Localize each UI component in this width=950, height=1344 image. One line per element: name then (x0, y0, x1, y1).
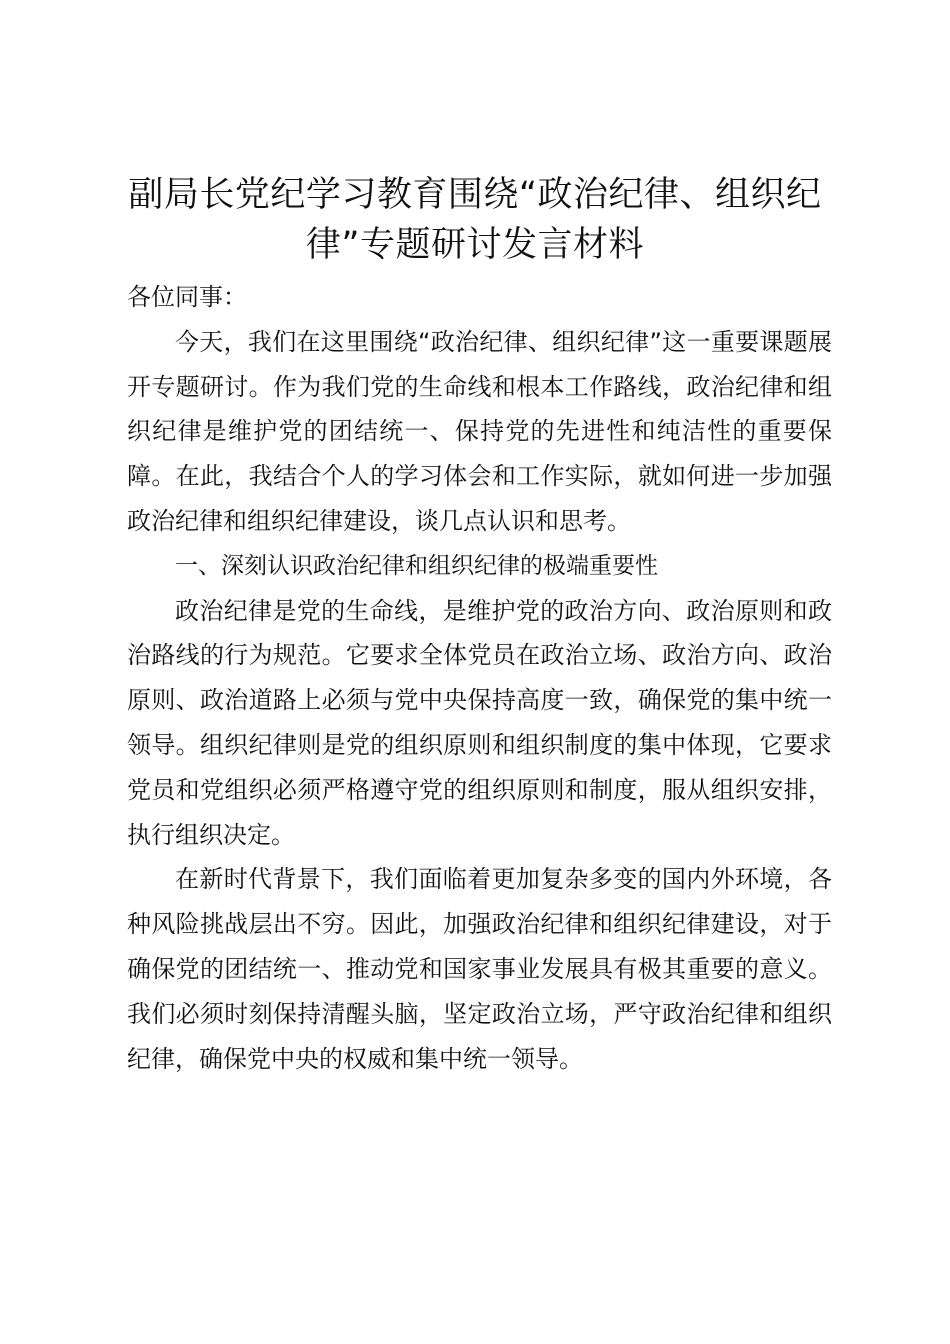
section-heading: 一、深刻认识政治纪律和组织纪律的极端重要性 (175, 552, 658, 579)
section-paragraph-1: 政治纪律是党的生命线，是维护党的政治方向、政治原则和政治路线的行为规范。它要求全体党员在政治立场、政治方向、政治原则、政治道路上必须与党中央保持高度一致，确保党的集中统一领导。组织纪律则是党的组织原则和组织制度的集中体现，它要求党员和党组织必须严格遵守党的组织原则和制度，服从组织安排，执行组织决定。 (127, 596, 832, 849)
section-paragraph-2: 在新时代背景下，我们面临着更加复杂多变的国内外环境，各种风险挑战层出不穷。因此，加强政治纪律和组织纪律建设，对于确保党的团结统一、推动党和国家事业发展具有极其重要的意义。我们必须时刻保持清醒头脑，坚定政治立场，严守政治纪律和组织纪律，确保党中央的权威和集中统一领导。 (127, 865, 832, 1073)
salutation: 各位同事： (127, 283, 247, 311)
intro-paragraph: 今天，我们在这里围绕“政治纪律、组织纪律”这一重要课题展开专题研讨。作为我们党的生命线和根本工作路线，政治纪律和组织纪律是维护党的团结统一、保持党的先进性和纯洁性的重要保障。在此，我结合个人的学习体会和工作实际，就如何进一步加强政治纪律和组织纪律建设，谈几点认识和思考。 (127, 327, 832, 535)
document-body (127, 275, 832, 1081)
document-title: 副局长党纪学习教育围绕“政治纪律、组织纪律”专题研讨发言材料 (128, 175, 822, 265)
